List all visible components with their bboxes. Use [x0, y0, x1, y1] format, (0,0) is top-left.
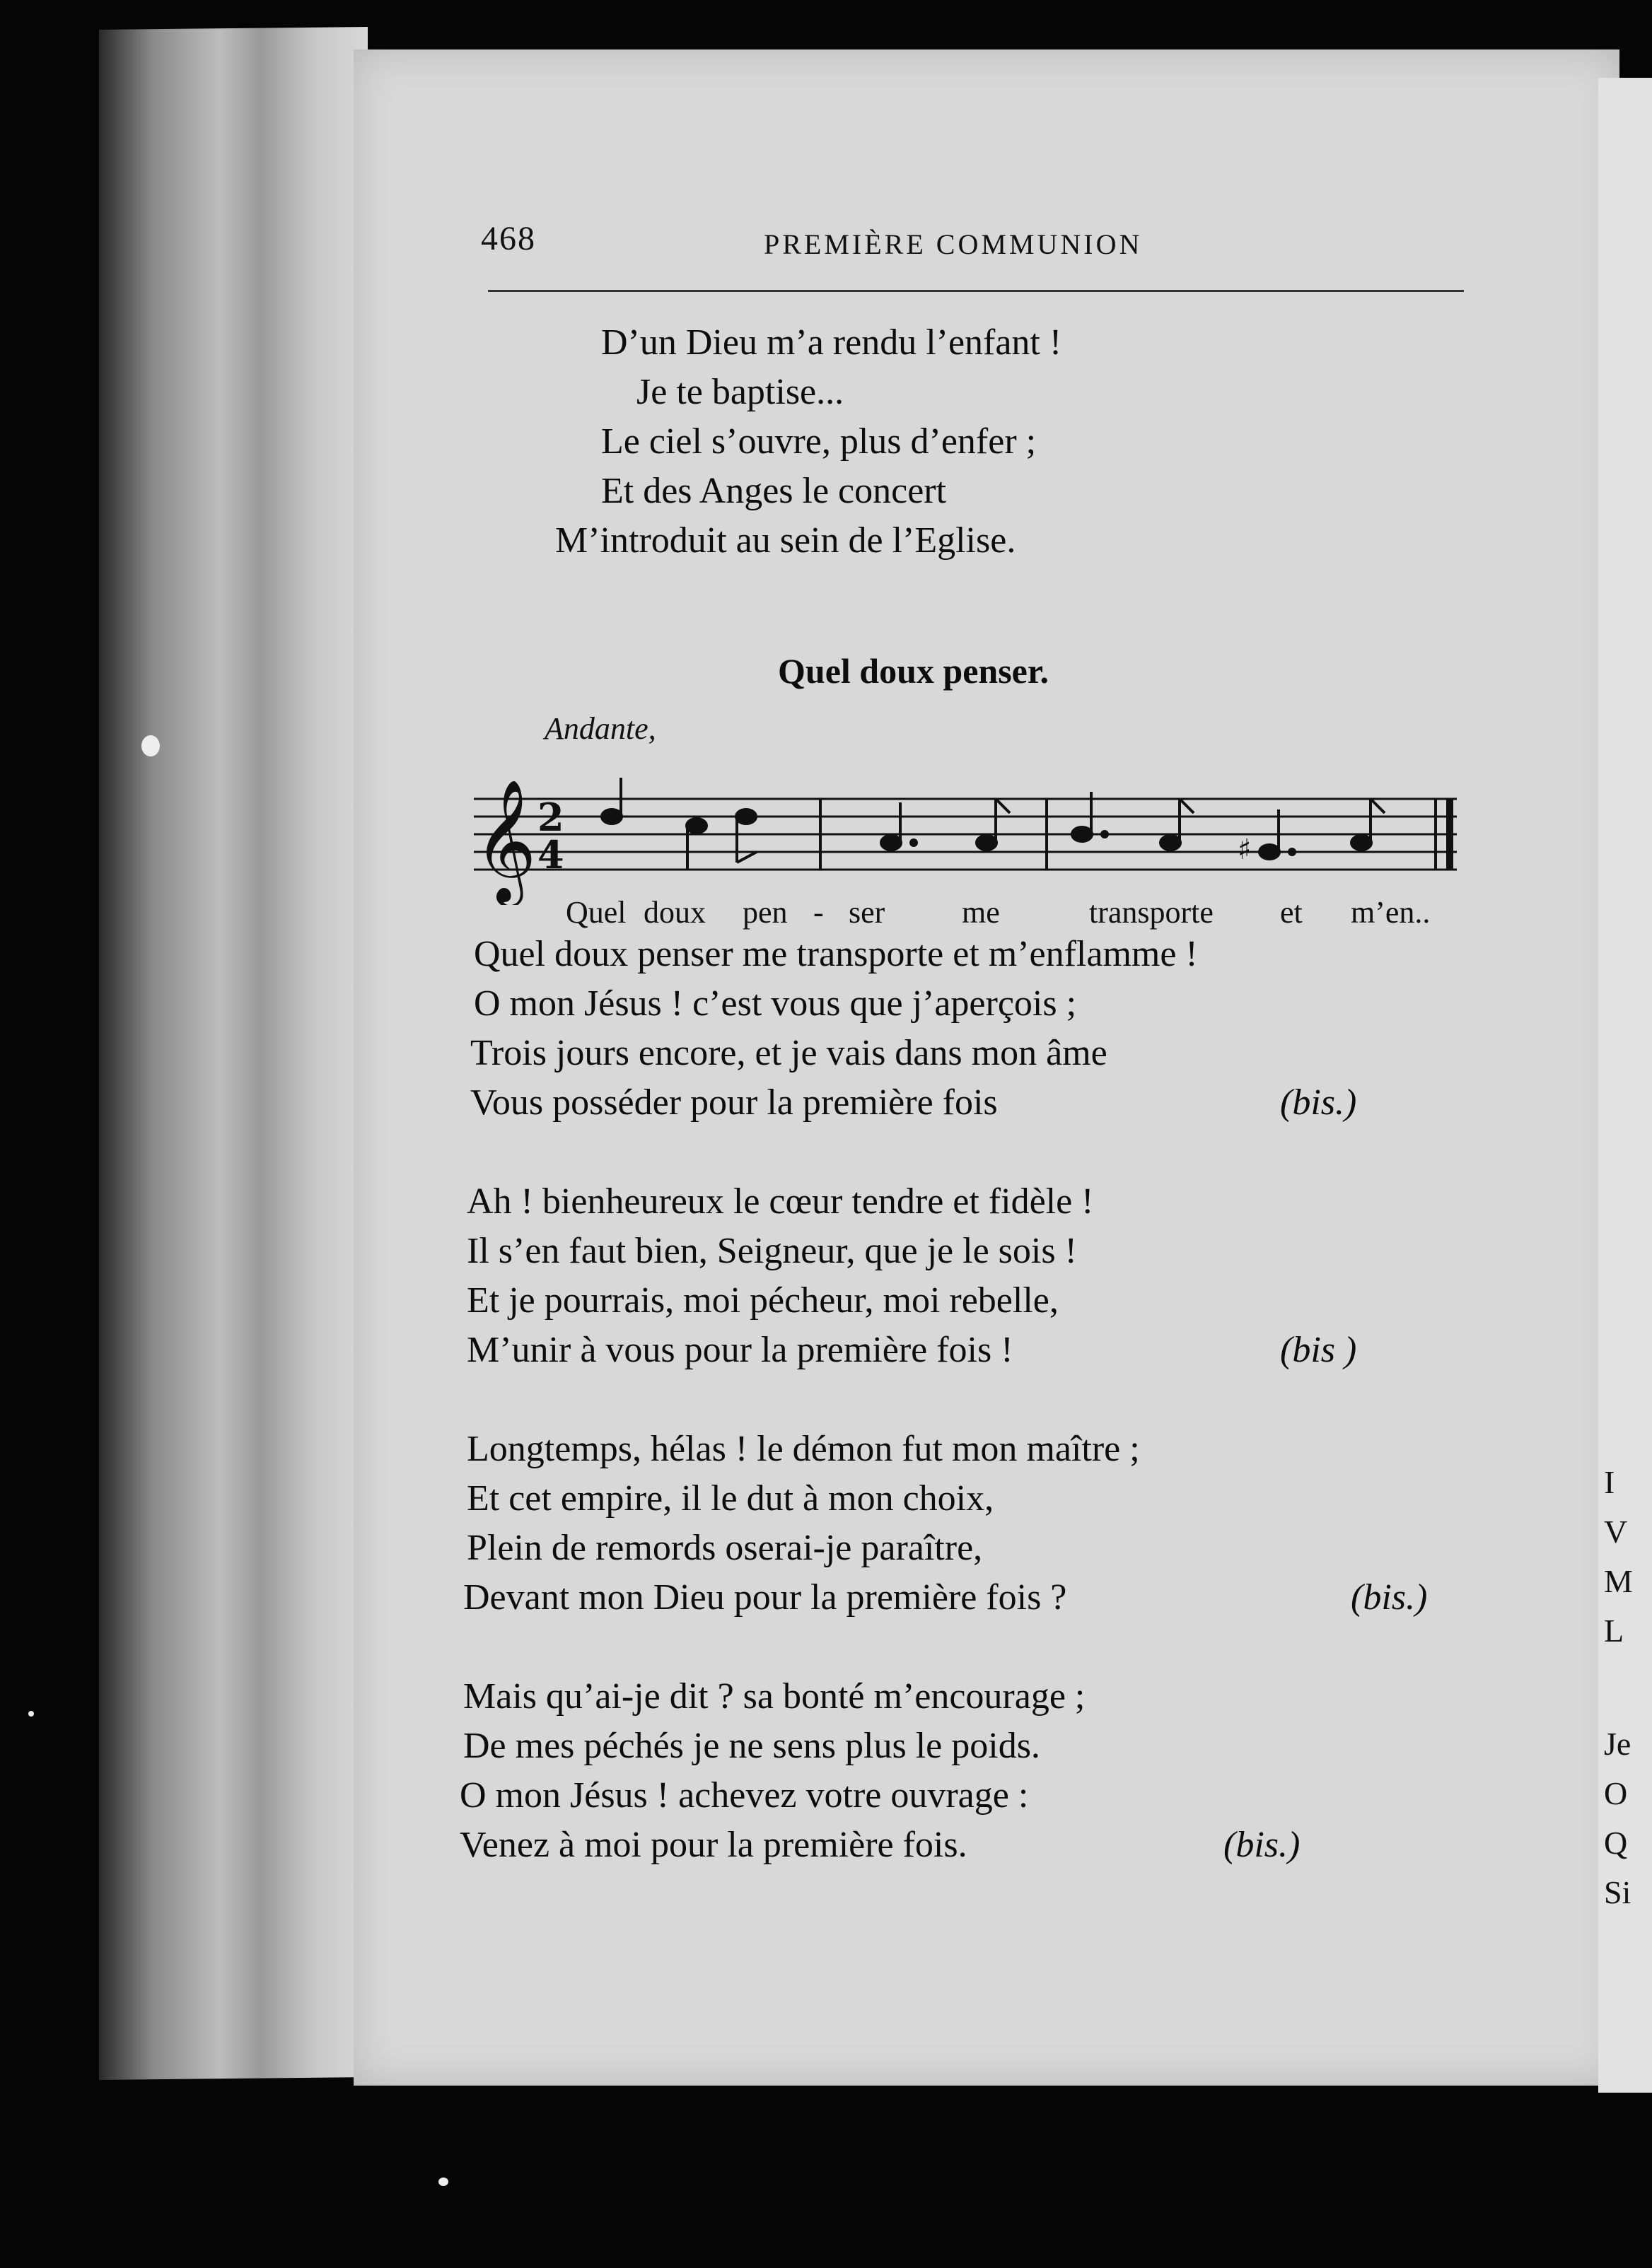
stanza-line: De mes péchés je ne sens plus le poids. — [463, 1726, 1040, 1766]
time-signature-bottom: 4 — [537, 832, 564, 877]
music-note — [687, 819, 706, 870]
stanza-line: Et cet empire, il le dut à mon choix, — [467, 1478, 994, 1519]
stanza-line: Quel doux penser me transporte et m’enflamme ! — [474, 934, 1198, 974]
underlay-syllable: ser — [849, 895, 885, 930]
facing-page-fragment: Je — [1604, 1726, 1631, 1762]
tempo-marking: Andante, — [545, 711, 656, 746]
facing-page-edge — [1598, 78, 1652, 2093]
sharp-sign: ♯ — [1238, 834, 1252, 866]
song-title: Quel doux penser. — [778, 651, 1049, 691]
facing-page-fragment: I — [1604, 1464, 1615, 1500]
facing-page-fragment: Si — [1604, 1874, 1631, 1910]
dust-speck — [28, 1711, 34, 1717]
time-signature-top: 2 — [537, 795, 564, 840]
stanza-line: Devant mon Dieu pour la première fois ? — [463, 1577, 1067, 1618]
underlay-syllable: pen — [743, 895, 788, 930]
underlay-syllable: et — [1280, 895, 1303, 930]
music-note — [977, 799, 1010, 850]
refrain-marker: (bis ) — [1280, 1330, 1357, 1370]
treble-clef-icon: 𝄞 — [474, 779, 537, 902]
stanza-line: Il s’en faut bien, Seigneur, que je le sois ! — [467, 1231, 1077, 1271]
music-staff — [474, 764, 1464, 905]
stanza-line: Ah ! bienheureux le cœur tendre et fidèle ! — [467, 1181, 1094, 1222]
dust-speck — [438, 2178, 448, 2186]
stanza-line: M’unir à vous pour la première fois ! — [467, 1330, 1013, 1370]
song-underlay — [566, 894, 1485, 937]
underlay-syllable: m’en.. — [1351, 895, 1431, 930]
previous-verse-line: Et des Anges le concert — [601, 471, 947, 511]
underlay-syllable: transporte — [1089, 895, 1214, 930]
header-rule — [488, 290, 1464, 292]
stanza-line: O mon Jésus ! achevez votre ouvrage : — [460, 1775, 1029, 1816]
stanza-line: Mais qu’ai-je dit ? sa bonté m’encourage ; — [463, 1676, 1086, 1717]
underlay-syllable: - — [813, 895, 824, 930]
book-page-edges — [99, 27, 368, 2080]
running-head: PREMIÈRE COMMUNION — [764, 228, 1143, 260]
stanza-line: O mon Jésus ! c’est vous que j’aperçois ; — [474, 983, 1077, 1024]
previous-verse-line: Le ciel s’ouvre, plus d’enfer ; — [601, 421, 1037, 462]
previous-verse-line: M’introduit au sein de l’Eglise. — [555, 520, 1016, 561]
stanza-line: Plein de remords oserai-je paraître, — [467, 1528, 983, 1568]
music-note — [602, 778, 622, 824]
underlay-syllable: Quel — [566, 895, 627, 930]
stanza-line: Longtemps, hélas ! le démon fut mon maître ; — [467, 1429, 1140, 1469]
facing-page-fragment: L — [1604, 1613, 1624, 1649]
underlay-syllable: doux — [644, 895, 706, 930]
stanza-line: Trois jours encore, et je vais dans mon âme — [470, 1033, 1107, 1073]
refrain-marker: (bis.) — [1223, 1825, 1301, 1865]
facing-page-fragment: Q — [1604, 1825, 1628, 1861]
page-number: 468 — [481, 220, 536, 257]
music-note — [1161, 799, 1194, 850]
music-note — [881, 802, 917, 850]
book-page — [354, 49, 1619, 2086]
stanza-line: Et je pourrais, moi pécheur, moi rebelle, — [467, 1280, 1059, 1321]
facing-page-fragment: V — [1604, 1514, 1628, 1550]
previous-verse-line: D’un Dieu m’a rendu l’enfant ! — [601, 322, 1062, 363]
underlay-syllable: me — [962, 895, 1000, 930]
refrain-marker: (bis.) — [1351, 1577, 1428, 1618]
music-note — [1351, 799, 1385, 850]
refrain-marker: (bis.) — [1280, 1082, 1357, 1123]
stanza-line: Vous posséder pour la première fois — [470, 1082, 998, 1123]
previous-verse-line: Je te baptise... — [636, 372, 844, 412]
facing-page-fragment: M — [1604, 1563, 1633, 1599]
stanza-line: Venez à moi pour la première fois. — [460, 1825, 967, 1865]
facing-page-fragment: O — [1604, 1775, 1628, 1811]
dust-speck — [141, 735, 160, 756]
music-note — [736, 809, 757, 863]
